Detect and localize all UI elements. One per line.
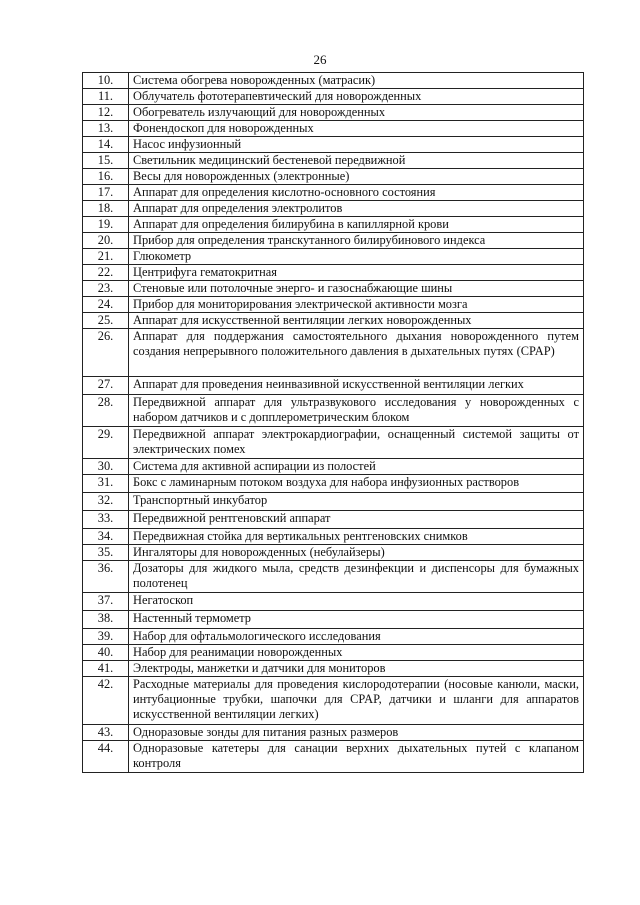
item-number: 18. <box>83 201 129 217</box>
item-number: 13. <box>83 121 129 137</box>
item-number: 38. <box>83 611 129 629</box>
item-number: 11. <box>83 89 129 105</box>
item-number: 41. <box>83 661 129 677</box>
item-number: 34. <box>83 529 129 545</box>
table-row <box>83 185 584 201</box>
item-name: Аппарат для определения электролитов <box>129 201 584 217</box>
table-row <box>83 395 584 427</box>
item-name: Прибор для определения транскутанного билирубинового индекса <box>129 233 584 249</box>
table-row <box>83 741 584 773</box>
item-number: 43. <box>83 725 129 741</box>
item-number: 15. <box>83 153 129 169</box>
equipment-table-body <box>83 73 584 773</box>
item-name: Набор для реанимации новорожденных <box>129 645 584 661</box>
item-name: Центрифуга гематокритная <box>129 265 584 281</box>
item-name: Система для активной аспирации из полостей <box>129 459 584 475</box>
item-name: Светильник медицинский бестеневой передвижной <box>129 153 584 169</box>
table-row <box>83 529 584 545</box>
table-row <box>83 233 584 249</box>
item-number: 24. <box>83 297 129 313</box>
item-number: 22. <box>83 265 129 281</box>
item-number: 10. <box>83 73 129 89</box>
item-number: 42. <box>83 677 129 725</box>
item-name: Аппарат для проведения неинвазивной искусственной вентиляции легких <box>129 377 584 395</box>
item-number: 32. <box>83 493 129 511</box>
item-name: Передвижной аппарат электрокардиографии, оснащенный системой защиты от электрических помех <box>129 427 584 459</box>
table-row <box>83 377 584 395</box>
item-number: 35. <box>83 545 129 561</box>
table-row <box>83 427 584 459</box>
item-name: Облучатель фототерапевтический для новорожденных <box>129 89 584 105</box>
table-row <box>83 265 584 281</box>
table-row <box>83 281 584 297</box>
item-name: Обогреватель излучающий для новорожденных <box>129 105 584 121</box>
equipment-table <box>82 72 584 773</box>
table-row <box>83 169 584 185</box>
table-row <box>83 645 584 661</box>
item-number: 20. <box>83 233 129 249</box>
table-row <box>83 725 584 741</box>
table-row <box>83 329 584 377</box>
item-name: Аппарат для искусственной вентиляции легких новорожденных <box>129 313 584 329</box>
item-name: Насос инфузионный <box>129 137 584 153</box>
table-row <box>83 105 584 121</box>
item-name: Одноразовые зонды для питания разных размеров <box>129 725 584 741</box>
item-number: 21. <box>83 249 129 265</box>
item-name: Настенный термометр <box>129 611 584 629</box>
table-row <box>83 611 584 629</box>
item-name: Стеновые или потолочные энерго- и газоснабжающие шины <box>129 281 584 297</box>
item-name: Набор для офтальмологического исследования <box>129 629 584 645</box>
table-row <box>83 511 584 529</box>
table-row <box>83 475 584 493</box>
item-number: 14. <box>83 137 129 153</box>
table-row <box>83 459 584 475</box>
item-number: 17. <box>83 185 129 201</box>
item-name: Одноразовые катетеры для санации верхних дыхательных путей с клапаном контроля <box>129 741 584 773</box>
table-row <box>83 201 584 217</box>
item-number: 16. <box>83 169 129 185</box>
item-number: 12. <box>83 105 129 121</box>
item-name: Аппарат для поддержания самостоятельного дыхания новорожденного путем создания непрерывного положительного давления в дыхательных путях (CPAP) <box>129 329 584 377</box>
item-number: 44. <box>83 741 129 773</box>
table-row <box>83 137 584 153</box>
table-row <box>83 313 584 329</box>
item-name: Дозаторы для жидкого мыла, средств дезинфекции и диспенсоры для бумажных полотенец <box>129 561 584 593</box>
item-number: 19. <box>83 217 129 233</box>
table-row <box>83 629 584 645</box>
table-row <box>83 545 584 561</box>
item-name: Ингаляторы для новорожденных (небулайзеры) <box>129 545 584 561</box>
item-number: 29. <box>83 427 129 459</box>
table-row <box>83 121 584 137</box>
item-name: Прибор для мониторирования электрической активности мозга <box>129 297 584 313</box>
table-row <box>83 661 584 677</box>
table-row <box>83 249 584 265</box>
table-row <box>83 153 584 169</box>
item-name: Аппарат для определения кислотно-основного состояния <box>129 185 584 201</box>
table-row <box>83 89 584 105</box>
item-number: 30. <box>83 459 129 475</box>
item-name: Бокс с ламинарным потоком воздуха для набора инфузионных растворов <box>129 475 584 493</box>
item-number: 37. <box>83 593 129 611</box>
table-row <box>83 493 584 511</box>
table-row <box>83 561 584 593</box>
item-number: 26. <box>83 329 129 377</box>
item-number: 33. <box>83 511 129 529</box>
item-name: Транспортный инкубатор <box>129 493 584 511</box>
item-name: Система обогрева новорожденных (матрасик) <box>129 73 584 89</box>
item-number: 27. <box>83 377 129 395</box>
page-number: 26 <box>313 52 327 67</box>
item-name: Передвижная стойка для вертикальных рентгеновских снимков <box>129 529 584 545</box>
table-row <box>83 297 584 313</box>
item-name: Расходные материалы для проведения кислородотерапии (носовые канюли, маски, интубационные трубки, шапочки для CPAP, датчики и шланги для аппаратов искусственной вентиляции легких) <box>129 677 584 725</box>
table-row <box>83 217 584 233</box>
item-name: Аппарат для определения билирубина в капиллярной крови <box>129 217 584 233</box>
item-name: Негатоскоп <box>129 593 584 611</box>
item-name: Передвижной рентгеновский аппарат <box>129 511 584 529</box>
item-number: 23. <box>83 281 129 297</box>
item-number: 39. <box>83 629 129 645</box>
table-row <box>83 593 584 611</box>
table-row <box>83 73 584 89</box>
item-number: 31. <box>83 475 129 493</box>
item-name: Глюкометр <box>129 249 584 265</box>
item-number: 36. <box>83 561 129 593</box>
item-name: Передвижной аппарат для ультразвукового исследования у новорожденных с набором датчиков и с допплерометрическим блоком <box>129 395 584 427</box>
item-name: Фонендоскоп для новорожденных <box>129 121 584 137</box>
table-row <box>83 677 584 725</box>
item-name: Весы для новорожденных (электронные) <box>129 169 584 185</box>
item-number: 28. <box>83 395 129 427</box>
item-number: 40. <box>83 645 129 661</box>
item-number: 25. <box>83 313 129 329</box>
item-name: Электроды, манжетки и датчики для мониторов <box>129 661 584 677</box>
